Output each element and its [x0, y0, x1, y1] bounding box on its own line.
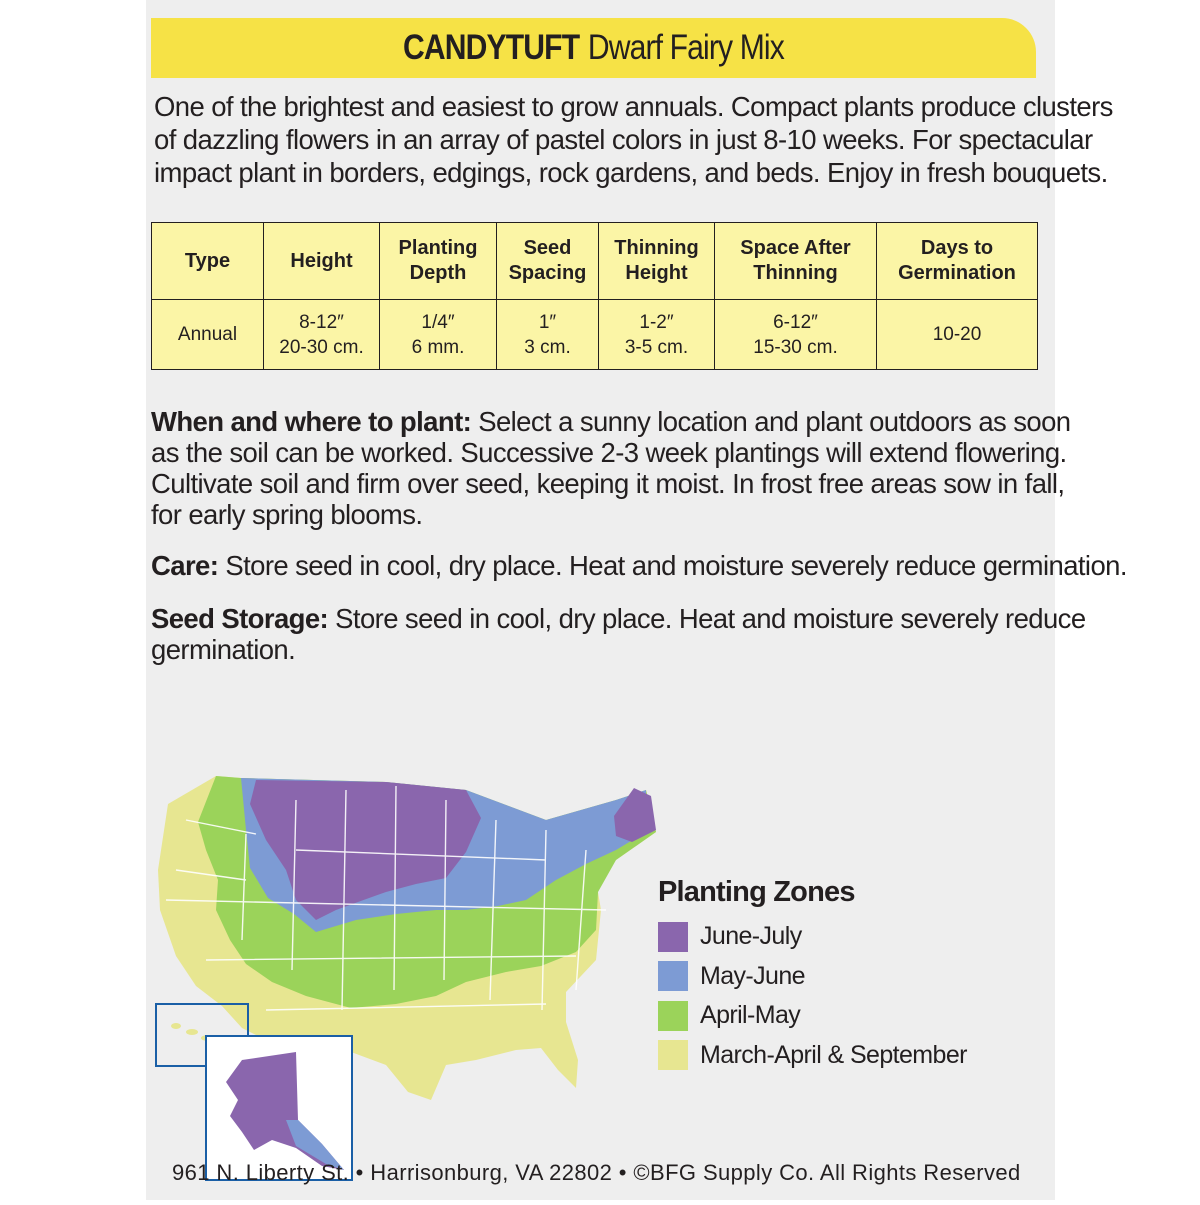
header-seed-spacing: Seed Spacing	[497, 223, 599, 300]
planting-zone-map	[146, 760, 706, 1200]
intro-line: impact plant in borders, edgings, rock gardens, and beds. Enjoy in fresh bouquets.	[154, 157, 1108, 188]
cell-thinning-height: 1-2″ 3-5 cm.	[599, 300, 715, 370]
company-footer: 961 N. Liberty St. • Harrisonburg, VA 22802 • ©BFG Supply Co. All Rights Reserved	[172, 1160, 1021, 1185]
legend-item-june-july: June-July	[658, 917, 988, 957]
intro-line: of dazzling flowers in an array of pastel colors in just 8-10 weeks. For spectacular	[154, 124, 1093, 155]
when-where-label: When and where to plant:	[151, 406, 472, 437]
when-where-section: When and where to plant: Select a sunny location and plant outdoors as soon as the soil can be worked. Successive 2-3 week plantings will extend flowering. Cultivate soil and firm over seed, keeping it moist. In frost free areas sow in fall, for early spring blooms.	[151, 406, 1071, 530]
header-height: Height	[264, 223, 380, 300]
table-header-row	[152, 223, 1038, 300]
intro-line: One of the brightest and easiest to grow annuals. Compact plants produce clusters	[154, 91, 1113, 122]
title-bold: CANDYTUFT	[403, 28, 580, 67]
header-planting-depth: Planting Depth	[380, 223, 497, 300]
legend-swatch	[658, 1040, 688, 1070]
cell-type: Annual	[152, 300, 264, 370]
legend-item-april-may: April-May	[658, 996, 988, 1036]
instructions	[151, 406, 1127, 685]
care-section: Care: Store seed in cool, dry place. Heat and moisture severely reduce germination.	[151, 550, 1127, 581]
legend-swatch	[658, 922, 688, 952]
cell-seed-spacing: 1″ 3 cm.	[497, 300, 599, 370]
cell-days-to-germination: 10-20	[877, 300, 1038, 370]
legend-item-march-april-september: March-April & September	[658, 1036, 988, 1076]
cell-planting-depth: 1/4″ 6 mm.	[380, 300, 497, 370]
planting-specs-table	[151, 222, 1038, 370]
legend-swatch	[658, 961, 688, 991]
header-space-after-thinning: Space After Thinning	[715, 223, 877, 300]
header-days-to-germination: Days to Germination	[877, 223, 1038, 300]
seed-storage-section: Seed Storage: Store seed in cool, dry place. Heat and moisture severely reduce germination.	[151, 603, 1086, 665]
table-row	[152, 300, 1038, 370]
cell-height: 8-12″ 20-30 cm.	[264, 300, 380, 370]
care-label: Care:	[151, 550, 219, 581]
packet-title	[213, 18, 974, 78]
legend-title: Planting Zones	[658, 876, 855, 908]
title-variety: Dwarf Fairy Mix	[587, 28, 784, 67]
intro-description	[154, 90, 1113, 189]
header-thinning-height: Thinning Height	[599, 223, 715, 300]
cell-space-after-thinning: 6-12″ 15-30 cm.	[715, 300, 877, 370]
seed-storage-label: Seed Storage:	[151, 603, 329, 634]
planting-zones-legend	[658, 876, 988, 1075]
us-zone-map-graphic	[146, 760, 706, 1200]
legend-swatch	[658, 1001, 688, 1031]
header-type: Type	[152, 223, 264, 300]
legend-item-may-june: May-June	[658, 957, 988, 997]
